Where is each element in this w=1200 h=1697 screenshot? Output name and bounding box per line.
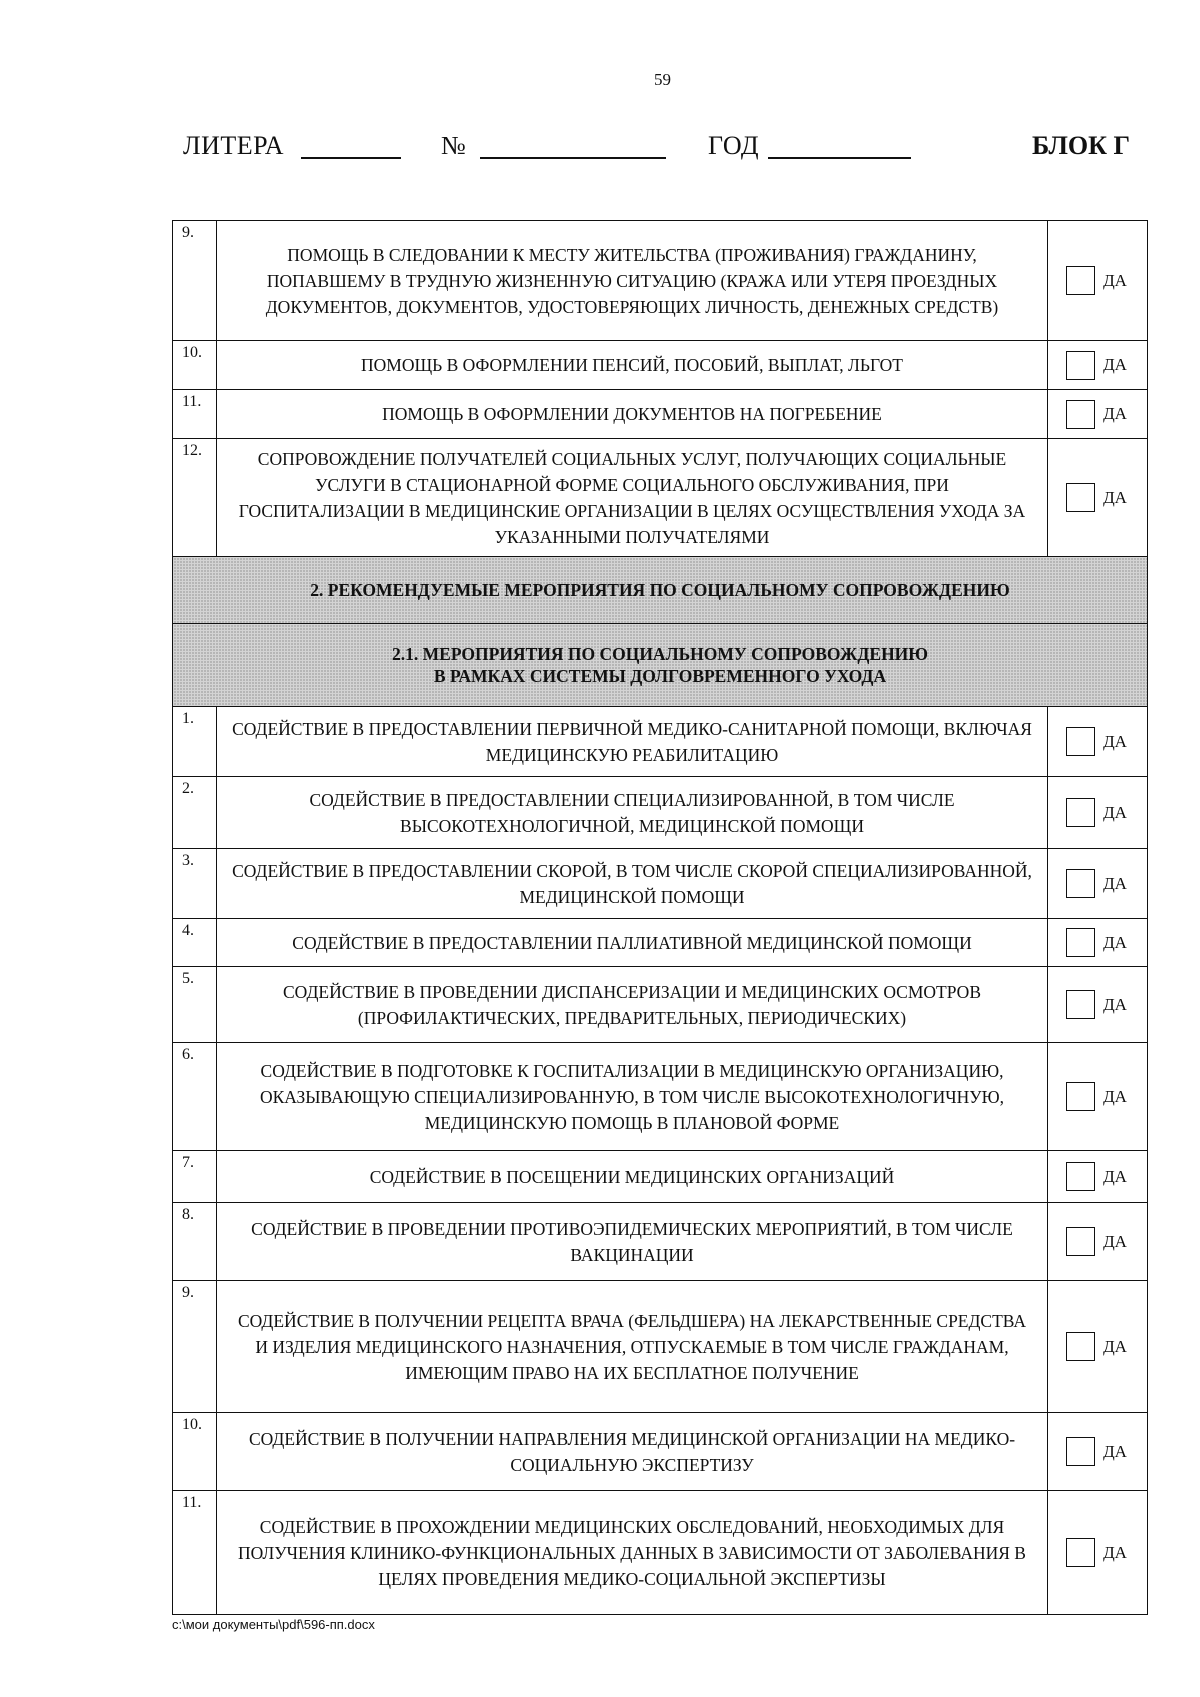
section-headers [173, 557, 1148, 707]
yes-label: ДА [1103, 404, 1127, 423]
yes-label: ДА [1103, 487, 1127, 507]
yes-label: ДА [1103, 1336, 1127, 1356]
yes-checkbox[interactable] [1066, 869, 1095, 898]
yes-option [1046, 1437, 1147, 1466]
yes-label: ДА [1103, 1086, 1127, 1106]
row-number: 7. [173, 1151, 217, 1203]
litera-label: ЛИТЕРА [183, 131, 285, 160]
yes-option [1046, 1082, 1147, 1111]
row-check-cell [1048, 1413, 1148, 1491]
row-check-cell [1048, 1491, 1148, 1615]
yes-checkbox[interactable] [1066, 1332, 1095, 1361]
yes-checkbox[interactable] [1066, 1437, 1095, 1466]
yes-checkbox[interactable] [1066, 400, 1095, 429]
row-check-cell [1048, 439, 1148, 557]
row-description: СОДЕЙСТВИЕ В ПОДГОТОВКЕ К ГОСПИТАЛИЗАЦИИ В МЕДИЦИНСКУЮ ОРГАНИЗАЦИЮ, ОКАЗЫВАЮЩУЮ СПЕЦИАЛИЗИРОВАННУЮ, В ТОМ ЧИСЛЕ ВЫСОКОТЕХНОЛОГИЧНУЮ, МЕДИЦИНСКУЮ ПОМОЩЬ В ПЛАНОВОЙ ФОРМЕ [217, 1043, 1048, 1151]
table-row [173, 1281, 1148, 1413]
row-number: 8. [173, 1203, 217, 1281]
yes-checkbox[interactable] [1066, 266, 1095, 295]
section-main-title: 2. РЕКОМЕНДУЕМЫЕ МЕРОПРИЯТИЯ ПО СОЦИАЛЬНОМУ СОПРОВОЖДЕНИЮ [173, 557, 1148, 624]
number-label: № [441, 131, 467, 160]
yes-checkbox[interactable] [1066, 1227, 1095, 1256]
yes-label: ДА [1103, 1441, 1127, 1461]
table-row [173, 1043, 1148, 1151]
table-row [173, 1491, 1148, 1615]
yes-label: ДА [1103, 873, 1127, 893]
number-field[interactable] [480, 157, 666, 159]
section-sub-line2: В РАМКАХ СИСТЕМЫ ДОЛГОВРЕМЕННОГО УХОДА [433, 666, 887, 686]
row-number: 3. [173, 849, 217, 919]
section-sub-line1: 2.1. МЕРОПРИЯТИЯ ПО СОЦИАЛЬНОМУ СОПРОВОЖДЕНИЮ [392, 644, 928, 664]
row-description: СОДЕЙСТВИЕ В ПОСЕЩЕНИИ МЕДИЦИНСКИХ ОРГАНИЗАЦИЙ [217, 1151, 1048, 1203]
yes-option [1046, 1227, 1147, 1256]
yes-option [1046, 869, 1147, 898]
row-check-cell [1048, 390, 1148, 439]
row-number: 2. [173, 777, 217, 849]
row-check-cell [1048, 919, 1148, 967]
row-check-cell [1048, 221, 1148, 341]
yes-option [1046, 928, 1147, 957]
row-check-cell [1048, 1203, 1148, 1281]
table-row [173, 439, 1148, 557]
row-number: 9. [173, 1281, 217, 1413]
row-number: 6. [173, 1043, 217, 1151]
yes-option [1046, 483, 1147, 512]
yes-checkbox[interactable] [1066, 798, 1095, 827]
yes-label: ДА [1103, 731, 1127, 751]
row-check-cell [1048, 1043, 1148, 1151]
section-main-row [173, 557, 1148, 624]
row-check-cell [1048, 707, 1148, 777]
yes-option [1046, 351, 1147, 380]
row-check-cell [1048, 777, 1148, 849]
row-check-cell [1048, 967, 1148, 1043]
yes-checkbox[interactable] [1066, 1538, 1095, 1567]
row-description: ПОМОЩЬ В ОФОРМЛЕНИИ ДОКУМЕНТОВ НА ПОГРЕБЕНИЕ [217, 390, 1048, 439]
part1-rows [173, 221, 1148, 557]
row-description: СОДЕЙСТВИЕ В ПОЛУЧЕНИИ РЕЦЕПТА ВРАЧА (ФЕЛЬДШЕРА) НА ЛЕКАРСТВЕННЫЕ СРЕДСТВА И ИЗДЕЛИЯ МЕДИЦИНСКОГО НАЗНАЧЕНИЯ, ОТПУСКАЕМЫЕ В ТОМ ЧИСЛЕ ГРАЖДАНАМ, ИМЕЮЩИМ ПРАВО НА ИХ БЕСПЛАТНОЕ ПОЛУЧЕНИЕ [217, 1281, 1048, 1413]
yes-checkbox[interactable] [1066, 928, 1095, 957]
table-row [173, 849, 1148, 919]
yes-label: ДА [1103, 270, 1127, 290]
row-number: 10. [173, 1413, 217, 1491]
row-description: СОДЕЙСТВИЕ В ПРЕДОСТАВЛЕНИИ ПАЛЛИАТИВНОЙ МЕДИЦИНСКОЙ ПОМОЩИ [217, 919, 1048, 967]
block-label: БЛОК Г [1032, 131, 1131, 160]
yes-checkbox[interactable] [1066, 990, 1095, 1019]
yes-label: ДА [1103, 355, 1127, 374]
table-row [173, 1413, 1148, 1491]
table-row [173, 341, 1148, 390]
yes-label: ДА [1103, 994, 1127, 1014]
yes-checkbox[interactable] [1066, 351, 1095, 380]
row-description: ПОМОЩЬ В СЛЕДОВАНИИ К МЕСТУ ЖИТЕЛЬСТВА (ПРОЖИВАНИЯ) ГРАЖДАНИНУ, ПОПАВШЕМУ В ТРУДНУЮ ЖИЗНЕННУЮ СИТУАЦИЮ (КРАЖА ИЛИ УТЕРЯ ПРОЕЗДНЫХ ДОКУМЕНТОВ, ДОКУМЕНТОВ, УДОСТОВЕРЯЮЩИХ ЛИЧНОСТЬ, ДЕНЕЖНЫХ СРЕДСТВ) [217, 221, 1048, 341]
year-label: ГОД [708, 131, 760, 160]
table-row [173, 221, 1148, 341]
table-row [173, 967, 1148, 1043]
table-row [173, 777, 1148, 849]
yes-checkbox[interactable] [1066, 727, 1095, 756]
yes-checkbox[interactable] [1066, 1082, 1095, 1111]
year-field[interactable] [768, 157, 911, 159]
table-row [173, 919, 1148, 967]
row-description: СОДЕЙСТВИЕ В ПРЕДОСТАВЛЕНИИ СПЕЦИАЛИЗИРОВАННОЙ, В ТОМ ЧИСЛЕ ВЫСОКОТЕХНОЛОГИЧНОЙ, МЕДИЦИНСКОЙ ПОМОЩИ [217, 777, 1048, 849]
row-description: СОДЕЙСТВИЕ В ПОЛУЧЕНИИ НАПРАВЛЕНИЯ МЕДИЦИНСКОЙ ОРГАНИЗАЦИИ НА МЕДИКО-СОЦИАЛЬНУЮ ЭКСПЕРТИЗУ [217, 1413, 1048, 1491]
yes-option [1046, 727, 1147, 756]
row-description: СОДЕЙСТВИЕ В ПРЕДОСТАВЛЕНИИ ПЕРВИЧНОЙ МЕДИКО-САНИТАРНОЙ ПОМОЩИ, ВКЛЮЧАЯ МЕДИЦИНСКУЮ РЕАБИЛИТАЦИЮ [217, 707, 1048, 777]
yes-label: ДА [1103, 1542, 1127, 1562]
yes-checkbox[interactable] [1066, 1162, 1095, 1191]
yes-checkbox[interactable] [1066, 483, 1095, 512]
row-check-cell [1048, 1281, 1148, 1413]
row-number: 5. [173, 967, 217, 1043]
row-description: СОДЕЙСТВИЕ В ПРОВЕДЕНИИ ПРОТИВОЭПИДЕМИЧЕСКИХ МЕРОПРИЯТИЙ, В ТОМ ЧИСЛЕ ВАКЦИНАЦИИ [217, 1203, 1048, 1281]
table-row [173, 1203, 1148, 1281]
row-check-cell [1048, 849, 1148, 919]
row-number: 10. [173, 341, 217, 390]
row-check-cell [1048, 1151, 1148, 1203]
row-number: 4. [173, 919, 217, 967]
yes-option [1046, 266, 1147, 295]
row-description: СОДЕЙСТВИЕ В ПРОВЕДЕНИИ ДИСПАНСЕРИЗАЦИИ И МЕДИЦИНСКИХ ОСМОТРОВ (ПРОФИЛАКТИЧЕСКИХ, ПРЕДВАРИТЕЛЬНЫХ, ПЕРИОДИЧЕСКИХ) [217, 967, 1048, 1043]
row-number: 11. [173, 390, 217, 439]
table-row [173, 1151, 1148, 1203]
section-sub-title [173, 624, 1148, 707]
row-number: 12. [173, 439, 217, 557]
row-description: СОДЕЙСТВИЕ В ПРОХОЖДЕНИИ МЕДИЦИНСКИХ ОБСЛЕДОВАНИЙ, НЕОБХОДИМЫХ ДЛЯ ПОЛУЧЕНИЯ КЛИНИКО-ФУНКЦИОНАЛЬНЫХ ДАННЫХ В ЗАВИСИМОСТИ ОТ ЗАБОЛЕВАНИЯ В ЦЕЛЯХ ПРОВЕДЕНИЯ МЕДИКО-СОЦИАЛЬНОЙ ЭКСПЕРТИЗЫ [217, 1491, 1048, 1615]
services-table [172, 220, 1148, 1615]
row-number: 1. [173, 707, 217, 777]
form-header [183, 131, 1143, 167]
row-description: ПОМОЩЬ В ОФОРМЛЕНИИ ПЕНСИЙ, ПОСОБИЙ, ВЫПЛАТ, ЛЬГОТ [217, 341, 1048, 390]
yes-label: ДА [1103, 1231, 1127, 1251]
yes-option [1046, 400, 1147, 429]
row-description: СОДЕЙСТВИЕ В ПРЕДОСТАВЛЕНИИ СКОРОЙ, В ТОМ ЧИСЛЕ СКОРОЙ СПЕЦИАЛИЗИРОВАННОЙ, МЕДИЦИНСКОЙ ПОМОЩИ [217, 849, 1048, 919]
yes-label: ДА [1103, 1166, 1127, 1186]
row-number: 11. [173, 1491, 217, 1615]
yes-label: ДА [1103, 802, 1127, 822]
yes-option [1046, 1538, 1147, 1567]
row-check-cell [1048, 341, 1148, 390]
part2-rows [173, 707, 1148, 1615]
row-description: СОПРОВОЖДЕНИЕ ПОЛУЧАТЕЛЕЙ СОЦИАЛЬНЫХ УСЛУГ, ПОЛУЧАЮЩИХ СОЦИАЛЬНЫЕ УСЛУГИ В СТАЦИОНАРНОЙ ФОРМЕ СОЦИАЛЬНОГО ОБСЛУЖИВАНИЯ, ПРИ ГОСПИТАЛИЗАЦИИ В МЕДИЦИНСКИЕ ОРГАНИЗАЦИИ В ЦЕЛЯХ ОСУЩЕСТВЛЕНИЯ УХОДА ЗА УКАЗАННЫМИ ПОЛУЧАТЕЛЯМИ [217, 439, 1048, 557]
yes-option [1046, 1332, 1147, 1361]
yes-option [1046, 798, 1147, 827]
footer-file-path: c:\мои документы\pdf\596-пп.docx [172, 1617, 375, 1632]
section-sub-row [173, 624, 1148, 707]
table-row [173, 707, 1148, 777]
litera-field[interactable] [301, 157, 401, 159]
yes-option [1046, 1162, 1147, 1191]
yes-label: ДА [1103, 932, 1127, 952]
row-number: 9. [173, 221, 217, 341]
table-row [173, 390, 1148, 439]
page-number: 59 [654, 70, 671, 89]
yes-option [1046, 990, 1147, 1019]
